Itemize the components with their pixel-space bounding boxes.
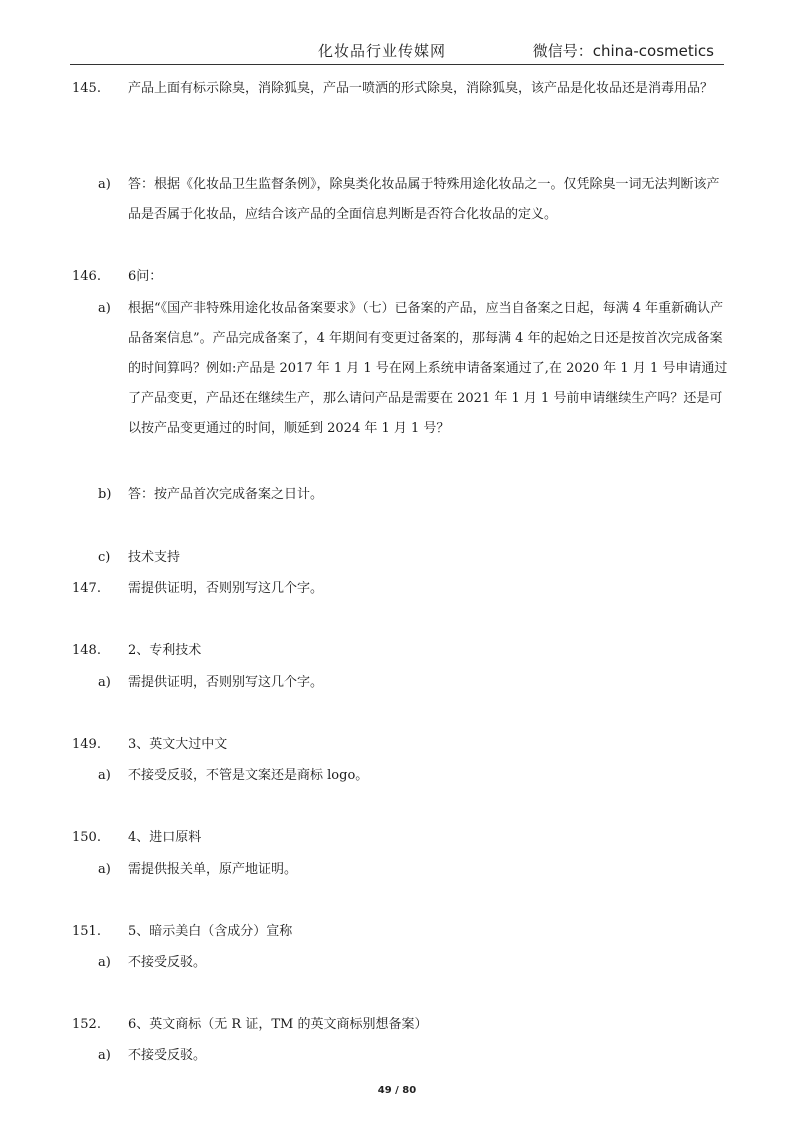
item-number: 151. bbox=[72, 924, 101, 939]
sub-marker: a) bbox=[98, 955, 111, 970]
item-number: 146. bbox=[72, 269, 101, 284]
item-number: 149. bbox=[72, 737, 101, 752]
sub-text: 答：根据《化妆品卫生监督条例》，除臭类化妆品属于特殊用途化妆品之一。仅凭除臭一词无法判断该产品是否属于化妆品，应结合该产品的全面信息判断是否符合化妆品的定义。 bbox=[128, 177, 720, 222]
item-text: 6问： bbox=[128, 269, 163, 284]
wechat-id: 微信号：china-cosmetics bbox=[532, 42, 714, 60]
sub-marker: a) bbox=[98, 862, 111, 877]
sub-marker: a) bbox=[98, 675, 111, 690]
sub-marker: a) bbox=[98, 177, 111, 192]
item-text: 4、进口原料 bbox=[128, 830, 202, 845]
item-text bbox=[128, 74, 723, 104]
question-text: 产品上面有标示除臭，消除狐臭，产品一喷洒的形式除臭，消除狐臭，该产品是化妆品还是消毒用品？ bbox=[128, 81, 714, 96]
item-number: 152. bbox=[72, 1017, 101, 1032]
page-number: 49 / 80 bbox=[377, 1085, 417, 1096]
item-text: 需提供证明，否则别写这几个字。 bbox=[128, 581, 324, 596]
site-name: 化妆品行业传媒网 bbox=[318, 42, 447, 60]
item-number: 147. bbox=[72, 581, 101, 596]
item-number: 145. bbox=[72, 81, 101, 96]
sub-text: 需提供报关单，原产地证明。 bbox=[128, 862, 298, 877]
sub-text: 需提供证明，否则别写这几个字。 bbox=[128, 675, 324, 690]
sub-text: 根据“《国产非特殊用途化妆品备案要求》（七）已备案的产品，应当自备案之日起，每满 4 年重新确认产品备案信息”。产品完成备案了，4 年期间有变更过备案的，那每满 4 年的起始之日还是按首次完成备案的时间算吗？例如:产品是 2017 年 1 月 1 号在网上系统申请备案通过了,在 2020 年 1 月 1 号申请通过了产品变更，产品还在继续生产，那么请问产品是需要在 2021 年 1 月 1 号前申请继续生产吗？还是可以按产品变更通过的时间，顺延到 2024 年 1 月 1 号？ bbox=[128, 301, 728, 436]
sub-text: 技术支持 bbox=[128, 550, 181, 565]
page-header bbox=[70, 38, 724, 65]
sub-marker: a) bbox=[98, 768, 111, 783]
sub-marker: a) bbox=[98, 1048, 111, 1063]
sub-marker: c) bbox=[98, 550, 111, 565]
sub-text: 答：按产品首次完成备案之日计。 bbox=[128, 487, 324, 502]
item-number: 148. bbox=[72, 643, 101, 658]
item-number: 150. bbox=[72, 830, 101, 845]
item-text: 2、专利技术 bbox=[128, 643, 202, 658]
sub-text: 不接受反驳，不管是文案还是商标 logo。 bbox=[128, 768, 369, 783]
sub-text: 不接受反驳。 bbox=[128, 1048, 207, 1063]
sub-marker: b) bbox=[98, 487, 112, 502]
sub-marker: a) bbox=[98, 301, 111, 316]
item-text: 3、英文大过中文 bbox=[128, 737, 228, 752]
sub-text: 不接受反驳。 bbox=[128, 955, 207, 970]
item-text: 6、英文商标（无 R 证，TM 的英文商标别想备案） bbox=[128, 1017, 428, 1032]
item-text: 5、暗示美白（含成分）宣称 bbox=[128, 924, 293, 939]
